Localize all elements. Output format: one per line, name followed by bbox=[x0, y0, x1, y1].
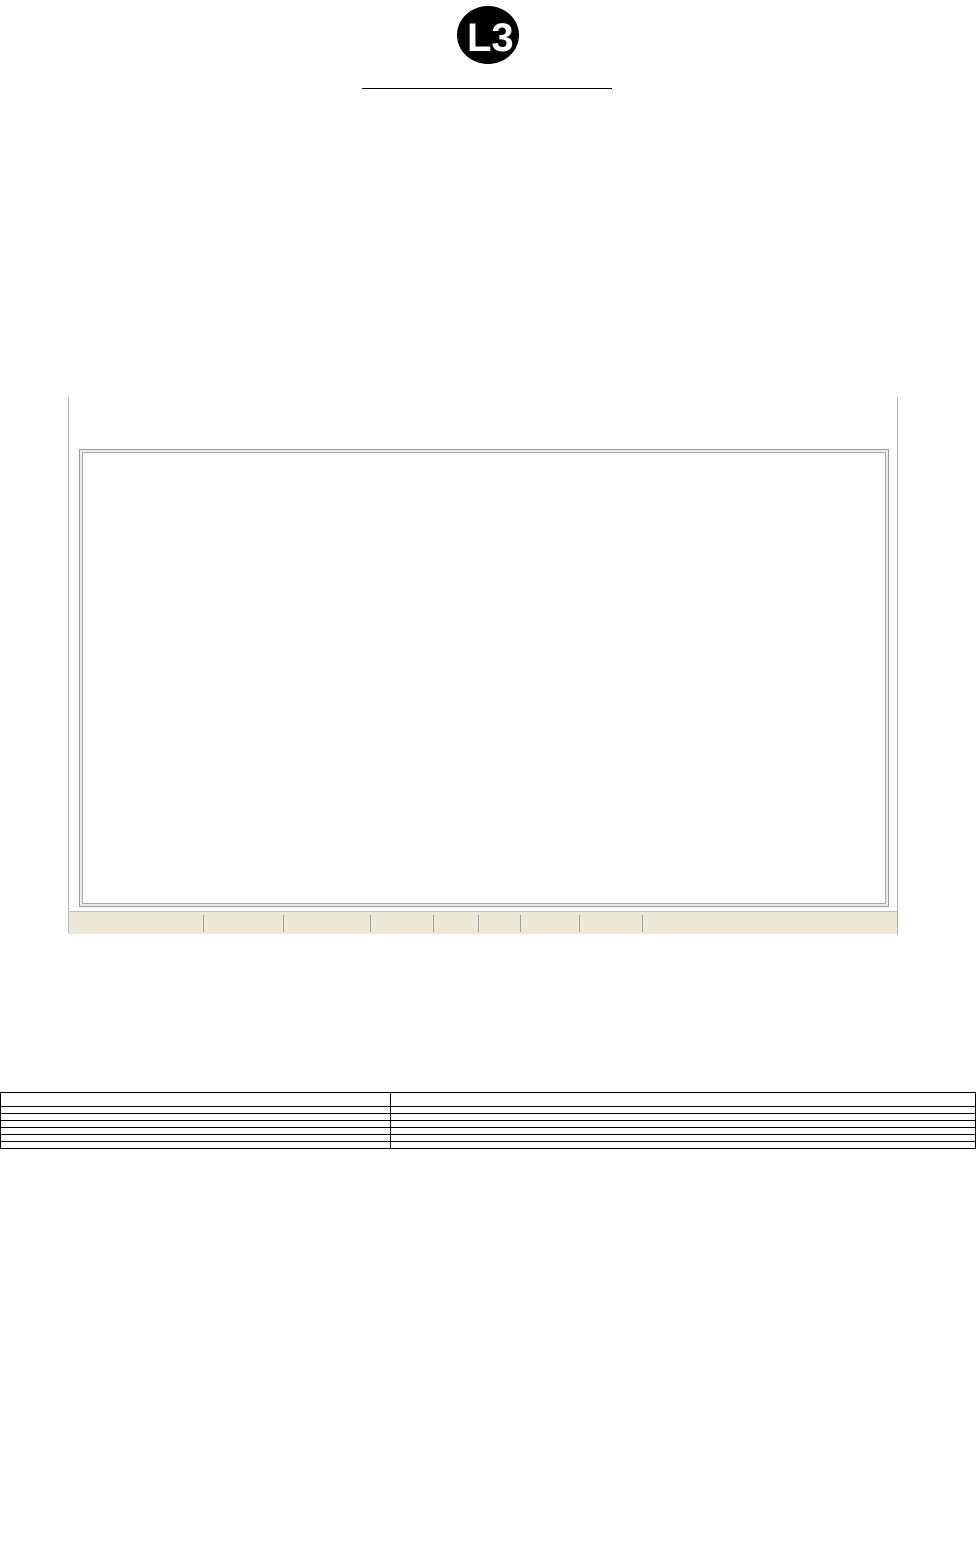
table-row bbox=[1, 1135, 976, 1142]
table-header-row bbox=[1, 1093, 976, 1107]
description-cell bbox=[391, 1114, 976, 1121]
l3-logo-icon bbox=[455, 4, 521, 66]
field-cell bbox=[1, 1135, 391, 1142]
description-cell bbox=[391, 1107, 976, 1114]
table-row bbox=[1, 1128, 976, 1135]
svg-text:L3: L3 bbox=[467, 16, 514, 60]
field-cell bbox=[1, 1121, 391, 1128]
field-cell bbox=[1, 1114, 391, 1121]
company-logo bbox=[362, 4, 612, 144]
logo-divider bbox=[362, 88, 612, 89]
table-row bbox=[1, 1121, 976, 1128]
terminal-screenshot bbox=[68, 397, 898, 934]
header-field bbox=[1, 1093, 391, 1107]
field-descriptions-table bbox=[0, 1092, 976, 1149]
description-cell bbox=[391, 1135, 976, 1142]
field-cell bbox=[1, 1107, 391, 1114]
description-cell bbox=[391, 1121, 976, 1128]
header-description bbox=[391, 1093, 976, 1107]
terminal-window-frame bbox=[79, 449, 889, 907]
table-row bbox=[1, 1142, 976, 1149]
field-cell bbox=[1, 1128, 391, 1135]
description-cell bbox=[391, 1142, 976, 1149]
table-row bbox=[1, 1114, 976, 1121]
table-row bbox=[1, 1107, 976, 1114]
field-cell bbox=[1, 1142, 391, 1149]
terminal-status-bar bbox=[69, 911, 897, 934]
description-cell bbox=[391, 1128, 976, 1135]
